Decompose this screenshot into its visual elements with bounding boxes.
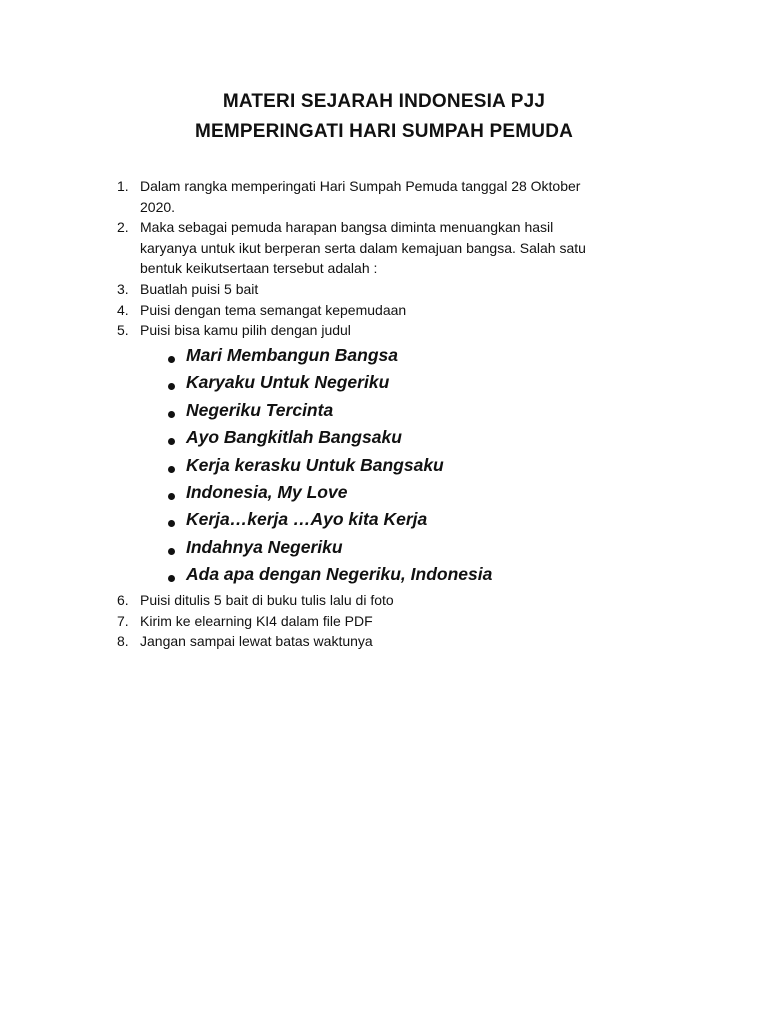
- bullet-icon: [168, 493, 175, 500]
- poem-title-option: Negeriku Tercinta: [186, 399, 334, 420]
- list-item-text: Maka sebagai pemuda harapan bangsa diminta menuangkan hasil: [140, 219, 554, 236]
- list-item-text: Dalam rangka memperingati Hari Sumpah Pemuda tanggal 28 Oktober: [140, 178, 581, 194]
- poem-title-option: Karyaku Untuk Negeriku: [186, 372, 390, 393]
- poem-title-option: Indahnya Negeriku: [186, 536, 343, 557]
- list-item-number: 5.: [117, 322, 129, 339]
- list-item-text: bentuk keikutsertaan tersebut adalah :: [140, 260, 378, 277]
- bullet-icon: [168, 575, 175, 582]
- list-item-text: 2020.: [140, 198, 176, 215]
- list-item-number: 2.: [117, 219, 129, 236]
- bullet-icon: [168, 356, 175, 363]
- list-item-number: 6.: [117, 592, 129, 608]
- list-item-text: Puisi dengan tema semangat kepemudaan: [140, 301, 407, 318]
- list-item-text: Kirim ke elearning KI4 dalam file PDF: [140, 612, 373, 629]
- bullet-icon: [168, 383, 175, 390]
- list-item-text: karyanya untuk ikut berperan serta dalam kemajuan bangsa. Salah satu: [140, 239, 586, 256]
- list-item-text: Puisi ditulis 5 bait di buku tulis lalu di foto: [140, 592, 394, 608]
- poem-title-option: Indonesia, My Love: [186, 482, 348, 502]
- list-item-number: 4.: [117, 301, 129, 318]
- list-item-number: 8.: [117, 633, 129, 650]
- poem-title-option: Ada apa dengan Negeriku, Indonesia: [186, 564, 493, 585]
- poem-title-option: Mari Membangun Bangsa: [186, 345, 398, 365]
- list-item-text: Jangan sampai lewat batas waktunya: [140, 633, 373, 650]
- list-item-text: Buatlah puisi 5 bait: [140, 281, 259, 297]
- poem-title-option: Ayo Bangkitlah Bangsaku: [186, 427, 402, 448]
- bullet-icon: [168, 411, 175, 418]
- bullet-icon: [168, 520, 175, 527]
- list-item-number: 1.: [117, 178, 129, 194]
- poem-title-option: Kerja kerasku Untuk Bangsaku: [186, 454, 444, 475]
- list-item-text: Puisi bisa kamu pilih dengan judul: [140, 322, 351, 339]
- document-title-line-1: MATERI SEJARAH INDONESIA PJJ: [222, 91, 546, 112]
- list-item-number: 7.: [117, 612, 129, 629]
- document-title-line-2: MEMPERINGATI HARI SUMPAH PEMUDA: [194, 121, 574, 142]
- bullet-icon: [168, 438, 175, 445]
- list-item-number: 3.: [117, 281, 129, 297]
- bullet-icon: [168, 548, 175, 555]
- poem-title-option: Kerja…kerja …Ayo kita Kerja: [186, 509, 428, 530]
- bullet-icon: [168, 466, 175, 473]
